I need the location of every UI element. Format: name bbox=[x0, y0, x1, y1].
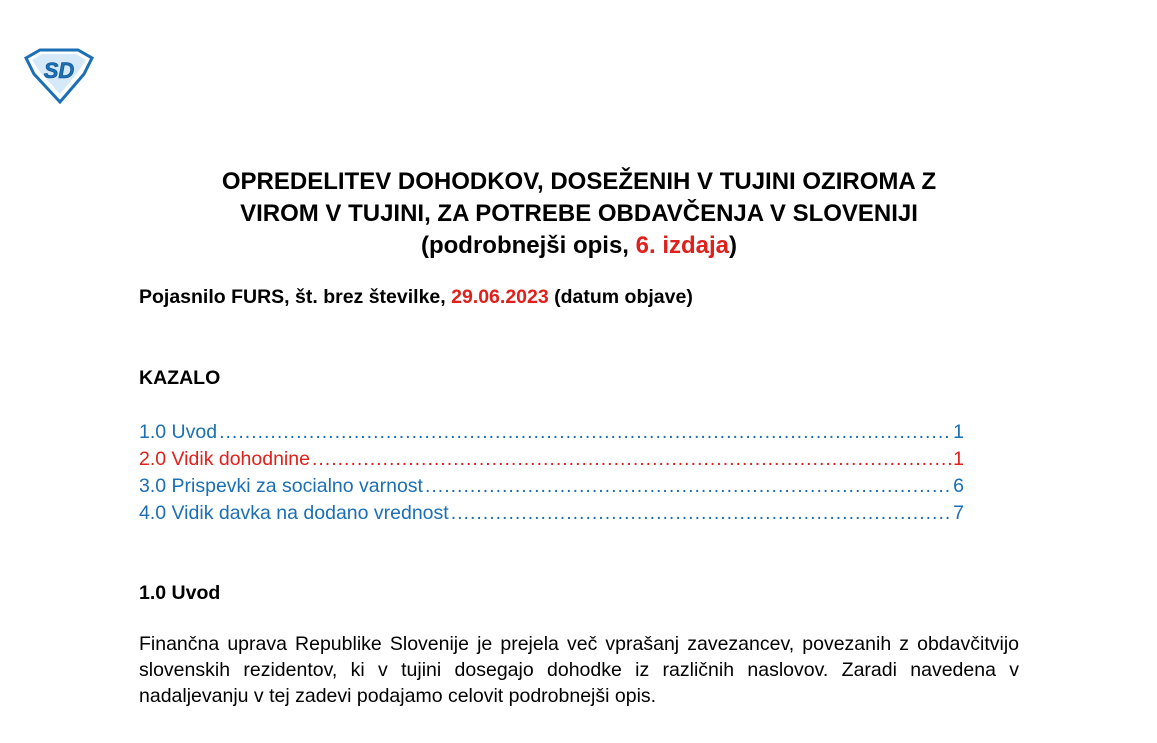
table-of-contents bbox=[139, 421, 964, 529]
toc-item-label[interactable]: 4.0 Vidik davka na dodano vrednost bbox=[139, 502, 449, 524]
toc-item-vidik-dohodnine[interactable] bbox=[139, 448, 964, 475]
subtitle-prefix: Pojasnilo FURS, št. brez številke, bbox=[139, 286, 452, 308]
document-subtitle bbox=[139, 286, 693, 309]
toc-item-page[interactable]: 1 bbox=[953, 448, 964, 470]
toc-leader-dots bbox=[425, 475, 951, 498]
subtitle-suffix: (datum objave) bbox=[548, 286, 693, 308]
toc-item-page[interactable]: 7 bbox=[953, 502, 964, 524]
publication-date: 29.06.2023 bbox=[451, 286, 549, 308]
toc-item-page[interactable]: 6 bbox=[953, 475, 964, 497]
toc-leader-dots bbox=[312, 448, 951, 471]
toc-item-label[interactable]: 2.0 Vidik dohodnine bbox=[139, 448, 310, 470]
title-line-2: VIROM V TUJINI, ZA POTREBE OBDAVČENJA V SLOVENIJI bbox=[240, 200, 918, 227]
toc-item-ddv[interactable] bbox=[139, 502, 964, 529]
title-line-1: OPREDELITEV DOHODKOV, DOSEŽENIH V TUJINI OZIROMA Z bbox=[221, 168, 937, 195]
toc-leader-dots bbox=[451, 502, 951, 525]
toc-item-uvod[interactable] bbox=[139, 421, 964, 448]
sd-logo-icon bbox=[22, 48, 96, 104]
section-paragraph: Finančna uprava Republike Slovenije je prejela več vprašanj zavezancev, povezanih z obdavčitvijo slovenskih rezidentov, ki v tujini dosegajo dohodke iz različnih naslovov. Zaradi navedena v nadaljevanju v tej zadevi podajamo celovit podrobnejši opis. bbox=[139, 633, 1019, 707]
toc-heading: KAZALO bbox=[139, 367, 221, 389]
toc-item-page[interactable]: 1 bbox=[953, 421, 964, 443]
document-title bbox=[100, 166, 1058, 262]
title-line-3 bbox=[100, 230, 1058, 262]
title-line-3-suffix: ) bbox=[729, 232, 738, 259]
logo-text: SD bbox=[43, 58, 75, 83]
edition-label: 6. izdaja bbox=[635, 232, 730, 259]
title-line-3-prefix: (podrobnejši opis, bbox=[420, 232, 636, 259]
section-heading: 1.0 Uvod bbox=[139, 582, 221, 604]
toc-item-prispevki[interactable] bbox=[139, 475, 964, 502]
toc-item-label[interactable]: 3.0 Prispevki za socialno varnost bbox=[139, 475, 423, 497]
toc-leader-dots bbox=[219, 421, 951, 444]
toc-item-label[interactable]: 1.0 Uvod bbox=[139, 421, 218, 443]
